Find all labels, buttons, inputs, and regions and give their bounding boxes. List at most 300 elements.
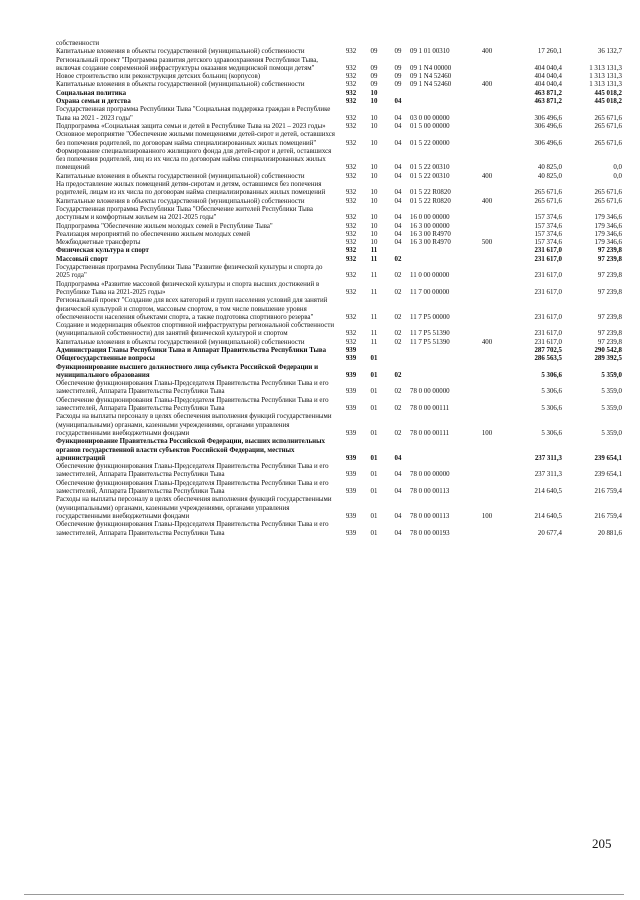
- cell-rz: 01: [370, 388, 378, 396]
- cell-sum-2022: 463 871,2: [534, 98, 562, 106]
- cell-pr: 02: [394, 388, 402, 396]
- cell-vr: 100: [481, 429, 493, 437]
- cell-sum-2023: 1 313 131,3: [589, 73, 622, 81]
- cell-ved: 932: [345, 288, 357, 296]
- cell-pr: 04: [394, 488, 402, 496]
- table-row: [56, 98, 622, 106]
- cell-ved: 932: [345, 98, 357, 106]
- cell-rz: 11: [370, 288, 378, 296]
- cell-sum-2022: 306 496,6: [534, 114, 562, 122]
- cell-pr: 04: [394, 529, 402, 537]
- cell-rz: 01: [370, 529, 378, 537]
- row-name: Региональный проект "Программа развития детского здравоохранения Республики Тыва, включая создание современной инфраструктуры оказания медицинской помощи детям": [56, 56, 319, 72]
- cell-sum-2022: 231 617,0: [534, 255, 562, 263]
- row-name: Подпрограмма «Развитие массовой физической культуры и спорта высших достижений в Республике Тыва на 2021-2025 годы»: [56, 280, 320, 296]
- table-row: [56, 81, 622, 89]
- cell-sum-2022: [500, 40, 562, 48]
- cell-pr: 04: [394, 214, 402, 222]
- cell-pr: 02: [394, 429, 402, 437]
- cell-rz: 10: [370, 89, 378, 97]
- cell-ved: 939: [345, 512, 357, 520]
- cell-rz: 11: [370, 255, 378, 263]
- cell-sum-2022: 20 677,4: [537, 529, 562, 537]
- cell-vr: [474, 256, 500, 264]
- cell-sum-2023: 5 359,0: [601, 371, 622, 379]
- row-name: Создание и модернизация объектов спортивной инфраструктуры региональной собственности (муниципальной собственности) для занятий физической культурой и спортом: [56, 322, 335, 338]
- cell-ved: 932: [345, 197, 357, 205]
- cell-sum-2023: 179 346,6: [594, 239, 622, 247]
- cell-csr: [410, 40, 474, 48]
- cell-pr: 09: [394, 48, 402, 56]
- cell-ved: 939: [345, 429, 357, 437]
- cell-ved: 932: [345, 214, 357, 222]
- cell-csr: [410, 347, 474, 355]
- cell-vr: [474, 281, 500, 298]
- cell-ved: 932: [345, 247, 357, 255]
- cell-pr: 02: [394, 338, 402, 346]
- cell-sum-2022: 157 374,6: [534, 222, 562, 230]
- cell-csr: 01 5 22 R0820: [410, 189, 451, 197]
- cell-sum-2022: 231 617,0: [534, 288, 562, 296]
- cell-csr: 11 0 00 00000: [410, 272, 450, 280]
- cell-rz: 01: [370, 512, 378, 520]
- cell-rz: 10: [370, 189, 378, 197]
- cell-sum-2022: 404 040,4: [534, 73, 562, 81]
- row-name: Капитальные вложения в объекты государственной (муниципальной) собственности: [56, 81, 305, 89]
- cell-rz: 11: [370, 313, 378, 321]
- cell-sum-2023: 36 132,7: [597, 48, 622, 56]
- cell-csr: 03 0 00 00000: [410, 114, 450, 122]
- cell-sum-2022: 157 374,6: [534, 214, 562, 222]
- cell-rz: 10: [370, 172, 378, 180]
- cell-pr: 04: [394, 454, 402, 462]
- cell-pr: [386, 247, 410, 255]
- cell-rz: 09: [370, 73, 378, 81]
- cell-sum-2023: 265 671,6: [594, 189, 622, 197]
- table-row: [56, 297, 622, 322]
- cell-ved: 939: [345, 405, 357, 413]
- table-row: [56, 239, 622, 247]
- cell-vr: 400: [481, 48, 493, 56]
- table-row: [56, 347, 622, 355]
- cell-rz: [362, 40, 386, 48]
- cell-sum-2022: 17 260,1: [537, 48, 562, 56]
- cell-vr: [474, 480, 500, 497]
- cell-pr: 04: [394, 164, 402, 172]
- budget-table-page: [56, 40, 622, 538]
- table-row: [56, 264, 622, 281]
- table-row: [56, 40, 622, 48]
- table-row: [56, 223, 622, 231]
- row-name: Формирование специализированного жилищного фонда для детей-сирот и детей, оставшихся без попечения родителей, лиц из их числа по договорам найма специализированных жилых помещений: [56, 147, 332, 172]
- cell-rz: 10: [370, 222, 378, 230]
- cell-vr: [474, 231, 500, 239]
- cell-pr: [386, 40, 410, 48]
- cell-vr: [474, 57, 500, 74]
- cell-sum-2022: 231 617,0: [534, 247, 562, 255]
- table-row: [56, 339, 622, 347]
- cell-vr: [474, 247, 500, 255]
- cell-sum-2023: 1 313 131,3: [589, 81, 622, 89]
- cell-sum-2023: 5 359,0: [601, 388, 622, 396]
- cell-sum-2023: 0,0: [613, 164, 622, 172]
- cell-pr: 04: [394, 172, 402, 180]
- row-name: Капитальные вложения в объекты государственной (муниципальной) собственности: [56, 197, 305, 205]
- row-name: Массовый спорт: [56, 255, 108, 263]
- cell-rz: 01: [370, 454, 378, 462]
- cell-vr: [474, 223, 500, 231]
- row-name: Подпрограмма "Обеспечение жильем молодых семей в Республике Тыва": [56, 222, 273, 230]
- table-row: [56, 281, 622, 298]
- cell-sum-2023: 265 671,6: [594, 122, 622, 130]
- cell-pr: 04: [394, 239, 402, 247]
- cell-pr: 02: [394, 288, 402, 296]
- table-row: [56, 48, 622, 56]
- table-row: [56, 198, 622, 206]
- cell-sum-2023: 97 239,8: [597, 338, 622, 346]
- cell-rz: 11: [370, 338, 378, 346]
- row-name: Капитальные вложения в объекты государственной (муниципальной) собственности: [56, 48, 305, 56]
- cell-pr: 04: [394, 471, 402, 479]
- cell-pr: 04: [394, 197, 402, 205]
- cell-sum-2023: 20 881,6: [597, 529, 622, 537]
- cell-ved: 939: [345, 388, 357, 396]
- cell-sum-2023: 5 359,0: [601, 405, 622, 413]
- cell-pr: [386, 90, 410, 98]
- table-row: [56, 73, 622, 81]
- row-name: Новое строительство или реконструкция детских больниц (корпусов): [56, 73, 261, 81]
- cell-vr: [474, 148, 500, 173]
- cell-csr: [410, 90, 474, 98]
- row-name: Расходы на выплаты персоналу в целях обеспечения выполнения функций государственными (муниципальными) органами, казенными учреждениями, органами управления государственными внебюджетными фондами: [56, 496, 332, 520]
- cell-sum-2022: 157 374,6: [534, 239, 562, 247]
- cell-rz: 11: [370, 247, 378, 255]
- cell-csr: 11 7 P5 51390: [410, 338, 450, 346]
- cell-sum-2023: 97 239,8: [597, 255, 622, 263]
- page-number: 205: [592, 836, 612, 851]
- cell-sum-2022: 231 617,0: [534, 330, 562, 338]
- table-row: [56, 90, 622, 98]
- cell-rz: 10: [370, 164, 378, 172]
- cell-sum-2022: 404 040,4: [534, 81, 562, 89]
- cell-sum-2023: 97 239,8: [597, 247, 622, 255]
- cell-pr: [386, 347, 410, 355]
- cell-rz: 01: [370, 405, 378, 413]
- table-row: [56, 256, 622, 264]
- table-row: [56, 231, 622, 239]
- cell-vr: 400: [481, 338, 493, 346]
- cell-vr: [474, 322, 500, 339]
- cell-pr: 02: [394, 272, 402, 280]
- cell-ved: 932: [345, 272, 357, 280]
- cell-csr: 01 5 22 R0820: [410, 197, 451, 205]
- cell-pr: 02: [394, 371, 402, 379]
- cell-rz: 10: [370, 114, 378, 122]
- cell-ved: 932: [345, 255, 357, 263]
- cell-sum-2022: 287 702,5: [534, 346, 562, 354]
- cell-csr: 16 3 00 R4970: [410, 230, 451, 238]
- cell-vr: [474, 397, 500, 414]
- cell-vr: [474, 181, 500, 198]
- cell-vr: [474, 123, 500, 131]
- row-name: Государственная программа Республики Тыва "Развитие физической культуры и спорта до 2025 года": [56, 264, 323, 280]
- cell-sum-2022: 231 617,0: [534, 272, 562, 280]
- cell-ved: 932: [345, 73, 357, 81]
- cell-sum-2022: 231 617,0: [534, 313, 562, 321]
- cell-rz: 10: [370, 239, 378, 247]
- cell-sum-2022: 237 311,3: [534, 471, 562, 479]
- cell-csr: 11 7 P5 51390: [410, 330, 450, 338]
- cell-sum-2023: 289 392,5: [594, 355, 622, 363]
- cell-sum-2023: 1 313 131,3: [589, 64, 622, 72]
- cell-pr: 02: [394, 313, 402, 321]
- cell-ved: 932: [345, 114, 357, 122]
- cell-csr: [410, 247, 474, 255]
- cell-vr: [474, 131, 500, 148]
- cell-ved: 939: [345, 488, 357, 496]
- cell-pr: 04: [394, 512, 402, 520]
- cell-csr: [410, 438, 474, 463]
- table-row: [56, 247, 622, 255]
- cell-csr: 09 1 N4 52460: [410, 73, 452, 81]
- table-row: [56, 181, 622, 198]
- row-name: Основное мероприятие "Обеспечение жилыми помещениями детей-сирот и детей, оставшихся без попечения родителей, по договорам найма специализированных жилых помещений": [56, 131, 335, 147]
- cell-sum-2023: 239 654,1: [594, 454, 622, 462]
- table-row: [56, 380, 622, 397]
- table-row: [56, 496, 622, 521]
- cell-sum-2022: 306 496,6: [534, 122, 562, 130]
- row-name: Реализация мероприятий по обеспечению жильем молодых семей: [56, 230, 251, 238]
- row-name: Капитальные вложения в объекты государственной (муниципальной) собственности: [56, 338, 305, 346]
- table-row: [56, 173, 622, 181]
- table-row: [56, 397, 622, 414]
- cell-rz: 10: [370, 230, 378, 238]
- cell-vr: 400: [481, 81, 493, 89]
- cell-ved: 932: [345, 122, 357, 130]
- cell-csr: [410, 355, 474, 363]
- row-name: Функционирование высшего должностного лица субъекта Российской Федерации и муниципального образования: [56, 363, 319, 379]
- cell-sum-2022: 40 825,0: [537, 164, 562, 172]
- cell-pr: 04: [394, 230, 402, 238]
- cell-sum-2023: [562, 40, 622, 48]
- cell-rz: 01: [370, 371, 378, 379]
- cell-ved: 939: [345, 371, 357, 379]
- cell-vr: [474, 521, 500, 538]
- cell-rz: [362, 347, 386, 355]
- cell-sum-2023: 5 359,0: [601, 429, 622, 437]
- row-name: Межбюджетные трансферты: [56, 239, 141, 247]
- cell-sum-2023: 290 542,8: [594, 346, 622, 354]
- cell-sum-2022: 5 306,6: [541, 371, 562, 379]
- cell-csr: [410, 256, 474, 264]
- cell-sum-2023: 179 346,6: [594, 222, 622, 230]
- cell-sum-2022: 463 871,2: [534, 89, 562, 97]
- cell-rz: 10: [370, 214, 378, 222]
- table-row: [56, 322, 622, 339]
- row-name: Подпрограмма «Социальная защита семьи и детей в Республике Тыва на 2021 – 2023 годы»: [56, 122, 326, 130]
- cell-pr: 02: [394, 330, 402, 338]
- budget-table: [56, 40, 622, 538]
- table-row: [56, 364, 622, 381]
- cell-ved: 932: [345, 48, 357, 56]
- cell-ved: 932: [345, 172, 357, 180]
- cell-ved: 939: [345, 355, 357, 363]
- cell-ved: 932: [345, 222, 357, 230]
- row-name: Обеспечение функционирования Главы-Председателя Правительства Республики Тыва и его заместителей, Аппарата Правительства Республики Тыва: [56, 396, 329, 413]
- cell-csr: 01 5 22 00310: [410, 164, 450, 172]
- cell-ved: 932: [345, 164, 357, 172]
- cell-rz: 11: [370, 330, 378, 338]
- table-row: [56, 413, 622, 438]
- cell-sum-2022: 5 306,6: [541, 405, 562, 413]
- cell-rz: 01: [370, 471, 378, 479]
- cell-sum-2023: 97 239,8: [597, 288, 622, 296]
- cell-sum-2023: 97 239,8: [597, 313, 622, 321]
- cell-ved: 932: [345, 330, 357, 338]
- cell-ved: 932: [345, 313, 357, 321]
- table-row: [56, 148, 622, 173]
- cell-rz: 10: [370, 98, 378, 106]
- table-row: [56, 57, 622, 74]
- cell-rz: 11: [370, 272, 378, 280]
- cell-vr: [474, 206, 500, 223]
- cell-vr: [474, 364, 500, 381]
- cell-pr: 09: [394, 73, 402, 81]
- cell-sum-2022: 157 374,6: [534, 230, 562, 238]
- cell-vr: [474, 90, 500, 98]
- cell-ved: 932: [345, 64, 357, 72]
- cell-rz: 01: [370, 429, 378, 437]
- cell-vr: 400: [481, 172, 493, 180]
- cell-vr: [474, 297, 500, 322]
- bottom-rule: [24, 894, 624, 895]
- cell-csr: 11 7 P5 00000: [410, 313, 450, 321]
- cell-csr: 78 0 00 00000: [410, 471, 450, 479]
- row-name: Физическая культура и спорт: [56, 247, 149, 255]
- row-name: Обеспечение функционирования Главы-Председателя Правительства Республики Тыва и его заместителей, Аппарата Правительства Республики Тыва: [56, 521, 329, 537]
- cell-rz: 10: [370, 197, 378, 205]
- cell-sum-2022: 265 671,6: [534, 197, 562, 205]
- table-row: [56, 438, 622, 463]
- cell-rz: 10: [370, 139, 378, 147]
- cell-rz: 01: [370, 355, 378, 363]
- cell-pr: 04: [394, 98, 402, 106]
- cell-pr: 04: [394, 139, 402, 147]
- cell-rz: 09: [370, 81, 378, 89]
- budget-table-body: [56, 40, 622, 538]
- cell-vr: 400: [481, 197, 493, 205]
- cell-pr: 04: [394, 222, 402, 230]
- cell-vr: [474, 355, 500, 363]
- cell-csr: 16 3 00 00000: [410, 222, 450, 230]
- table-row: [56, 355, 622, 363]
- cell-csr: 78 0 00 00000: [410, 388, 450, 396]
- cell-csr: [410, 364, 474, 381]
- cell-sum-2022: 214 640,5: [534, 512, 562, 520]
- table-row: [56, 106, 622, 123]
- cell-vr: 500: [481, 239, 493, 247]
- cell-sum-2022: 231 617,0: [534, 338, 562, 346]
- cell-ved: 932: [345, 230, 357, 238]
- cell-ved: 932: [345, 189, 357, 197]
- row-name: На предоставление жилых помещений детям-сиротам и детям, оставшимся без попечения родителей, лицам из их числа по договорам найма специализированных жилых помещений: [56, 181, 326, 197]
- cell-rz: 10: [370, 122, 378, 130]
- cell-rz: 09: [370, 48, 378, 56]
- cell-pr: 02: [394, 255, 402, 263]
- cell-csr: 78 0 00 00113: [410, 488, 450, 496]
- cell-ved: 932: [345, 139, 357, 147]
- cell-sum-2022: 214 640,5: [534, 488, 562, 496]
- cell-sum-2023: 179 346,6: [594, 214, 622, 222]
- table-row: [56, 463, 622, 480]
- cell-csr: 11 7 00 00000: [410, 288, 450, 296]
- row-name: Капитальные вложения в объекты государственной (муниципальной) собственности: [56, 172, 305, 180]
- cell-csr: 01 5 00 00000: [410, 122, 450, 130]
- cell-csr: 09 1 01 00310: [410, 48, 450, 56]
- cell-sum-2023: 265 671,6: [594, 114, 622, 122]
- cell-ved: 939: [345, 529, 357, 537]
- cell-vr: [474, 106, 500, 123]
- cell-sum-2023: 239 654,1: [594, 471, 622, 479]
- cell-sum-2023: 179 346,6: [594, 230, 622, 238]
- cell-csr: 16 0 00 00000: [410, 214, 450, 222]
- cell-pr: 09: [394, 64, 402, 72]
- cell-sum-2022: 306 496,6: [534, 139, 562, 147]
- cell-sum-2022: 265 671,6: [534, 189, 562, 197]
- cell-csr: [410, 98, 474, 106]
- cell-csr: 78 0 00 00193: [410, 529, 450, 537]
- cell-ved: 932: [345, 89, 357, 97]
- cell-csr: 78 0 00 00113: [410, 512, 450, 520]
- cell-vr: [474, 380, 500, 397]
- cell-pr: 09: [394, 81, 402, 89]
- row-name: Функционирование Правительства Российской Федерации, высших исполнительных органов государственной власти субъектов Российской Федерации, местных администраций: [56, 438, 325, 462]
- table-row: [56, 480, 622, 497]
- cell-ved: [340, 40, 362, 48]
- cell-rz: 09: [370, 64, 378, 72]
- cell-csr: 78 0 00 00111: [410, 429, 450, 437]
- row-name: Обеспечение функционирования Главы-Председателя Правительства Республики Тыва и его заместителей, Аппарата Правительства Республики Тыва: [56, 463, 329, 479]
- cell-csr: 78 0 00 00111: [410, 405, 450, 413]
- cell-sum-2023: 0,0: [613, 172, 622, 180]
- cell-csr: 09 1 N4 52460: [410, 81, 452, 89]
- row-name: Администрация Главы Республики Тыва и Аппарат Правительства Республики Тыва: [56, 346, 327, 354]
- cell-vr: [474, 347, 500, 355]
- cell-ved: 939: [345, 471, 357, 479]
- cell-pr: 02: [394, 405, 402, 413]
- cell-vr: [474, 438, 500, 463]
- cell-vr: [474, 98, 500, 106]
- table-row: [56, 521, 622, 538]
- table-row: [56, 131, 622, 148]
- cell-sum-2022: 5 306,6: [541, 429, 562, 437]
- cell-vr: [474, 73, 500, 81]
- cell-pr: 04: [394, 122, 402, 130]
- cell-sum-2022: 237 311,3: [534, 454, 562, 462]
- cell-sum-2023: 445 018,2: [594, 89, 622, 97]
- row-name: Социальная политика: [56, 89, 127, 97]
- cell-sum-2023: 445 018,2: [594, 98, 622, 106]
- cell-ved: 932: [345, 338, 357, 346]
- cell-pr: 04: [394, 114, 402, 122]
- cell-csr: 01 5 22 00000: [410, 139, 450, 147]
- cell-ved: 939: [345, 454, 357, 462]
- cell-vr: [474, 264, 500, 281]
- cell-pr: [386, 355, 410, 363]
- row-name: собственности: [56, 40, 100, 47]
- cell-ved: 939: [345, 346, 357, 354]
- cell-pr: 04: [394, 189, 402, 197]
